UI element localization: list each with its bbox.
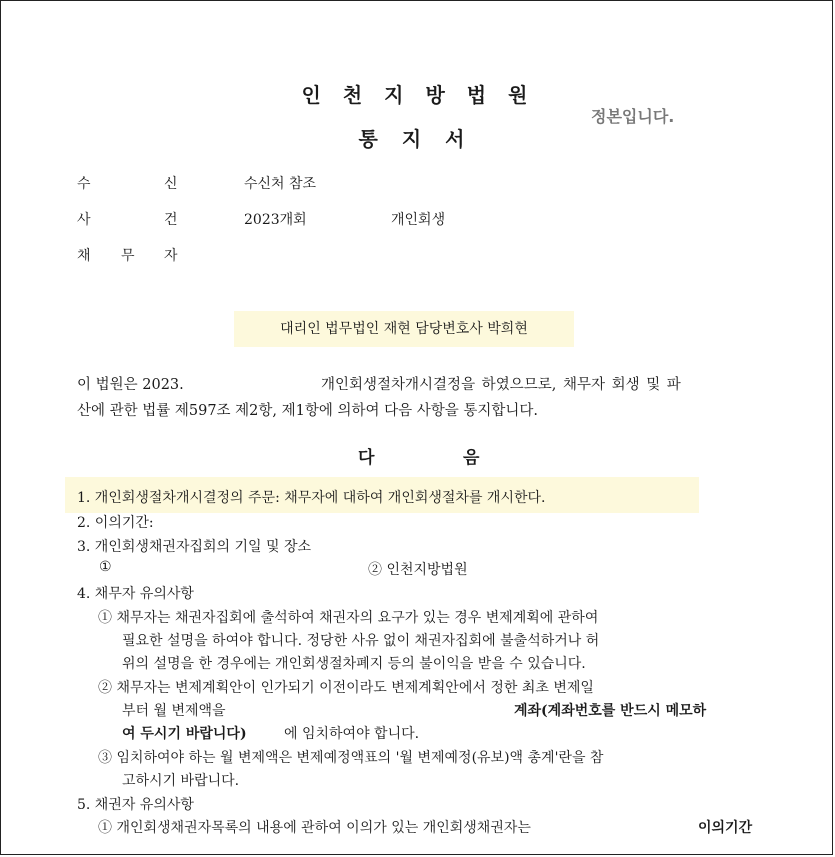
item-4-2-line-2a: 부터 월 변제액을 [122, 703, 226, 719]
item-5: 5. 채권자 유의사항 [77, 797, 194, 813]
court-name: 인천지방법원 [301, 83, 550, 107]
item-4-2-line-3a: 여 두시기 바랍니다) [122, 726, 247, 742]
item-4-2-line-3b: 에 임치하여야 합니다. [284, 726, 420, 742]
item-3: 3. 개인회생채권자집회의 기일 및 장소 [77, 539, 312, 555]
item-4-3-line-1: ③ 임치하여야 하는 월 변제액은 변제예정액표의 '월 변제예정(유보)액 총계'란을 참 [98, 750, 604, 766]
section-title-char-2: 음 [463, 448, 480, 468]
item-5-1-a: ① 개인회생채권자목록의 내용에 관하여 이의가 있는 개인회생채권자는 [98, 820, 531, 836]
recipient-value: 수신처 참조 [244, 176, 317, 192]
intro-line-1b: 개인회생절차개시결정을 하였으므로, 채무자 회생 및 파 [321, 377, 681, 393]
item-4-3-line-2: 고하시기 바랍니다. [122, 773, 240, 789]
item-4-1-line-1: ① 채무자는 채권자집회에 출석하여 채권자의 요구가 있는 경우 변제계획에 관하여 [98, 610, 599, 626]
item-4-1-line-3: 위의 설명을 한 경우에는 개인회생절차폐지 등의 불이익을 받을 수 있습니다. [122, 656, 586, 672]
item-5-1-b: 이의기간 [698, 820, 753, 836]
item-2: 2. 이의기간: [77, 515, 154, 531]
item-4-1-line-2: 필요한 설명을 하여야 합니다. 정당한 사유 없이 채권자집회에 불출석하거나 허 [122, 633, 600, 649]
intro-line-2: 산에 관한 법률 제597조 제2항, 제1항에 의하여 다음 사항을 통지합니다. [77, 403, 539, 419]
item-4: 4. 채무자 유의사항 [77, 586, 194, 602]
item-4-2-line-1: ② 채무자는 변제계획안이 인가되기 이전이라도 변제계획안에서 정한 최초 변제일 [98, 680, 594, 696]
notice-document-page: 인천지방법원 통지서 정본입니다. 수 신 수신처 참조 사 건 2023개회 개인회생 채 무 자 대리인 법무법인 재현 담당변호사 박희현 이 법원은 2023. 개인회생절차개시결정을 하였으므로, 채무자 회생 및 파 산에 관한 법률 제597조 제2항, 제1항에 의하여 다음 사항을 통지합니다. 다 음 1. 개인회생절차개시결정의 주문: 채무자에 대하여 개인회생절차를 개시한다. 2. 이의기간: 3. 개인회생채권자집회의 기일 및 장소 ① ② 인천지방법원 4. 채무자 유의사항 ① 채무자는 채권자집회에 출석하여 채권자의 요구가 있는 경우 변제계획에 관하여 필요한 설명을 하여야 합니다. 정당한 사유 없이 채권자집회에 불출석하거나 허 위의 설명을 한 경우에는 개인회생절차폐지 등의 불이익을 받을 수 있습니다. ② 채무자는 변제계획안이 인가되기 이전이라도 변제계획안에서 정한 최초 변제일 부터 월 변제액을 계좌(계좌번호를 반드시 메모하 여 두시기 바랍니다) 에 임치하여야 합니다. ③ 임치하여야 하는 월 변제액은 변제예정액표의 '월 변제예정(유보)액 총계'란을 참 고하시기 바랍니다. 5. 채권자 유의사항 ① 개인회생채권자목록의 내용에 관하여 이의가 있는 개인회생채권자는 이의기간 [0, 0, 833, 855]
case-type: 개인회생 [391, 212, 446, 228]
case-number: 2023개회 [244, 212, 307, 228]
section-title-char-1: 다 [358, 448, 375, 468]
legal-agent: 대리인 법무법인 재현 담당변호사 박희현 [234, 311, 574, 347]
intro-line-1a: 이 법원은 2023. [77, 377, 184, 393]
item-1: 1. 개인회생절차개시결정의 주문: 채무자에 대하여 개인회생절차를 개시한다. [77, 490, 546, 506]
certified-copy-stamp: 정본입니다. [591, 107, 675, 126]
item-3-sub-1: ① [99, 559, 112, 575]
item-3-sub-2: ② 인천지방법원 [368, 562, 468, 578]
document-title: 통지서 [358, 127, 489, 151]
item-4-2-line-2b: 계좌(계좌번호를 반드시 메모하 [514, 703, 707, 719]
